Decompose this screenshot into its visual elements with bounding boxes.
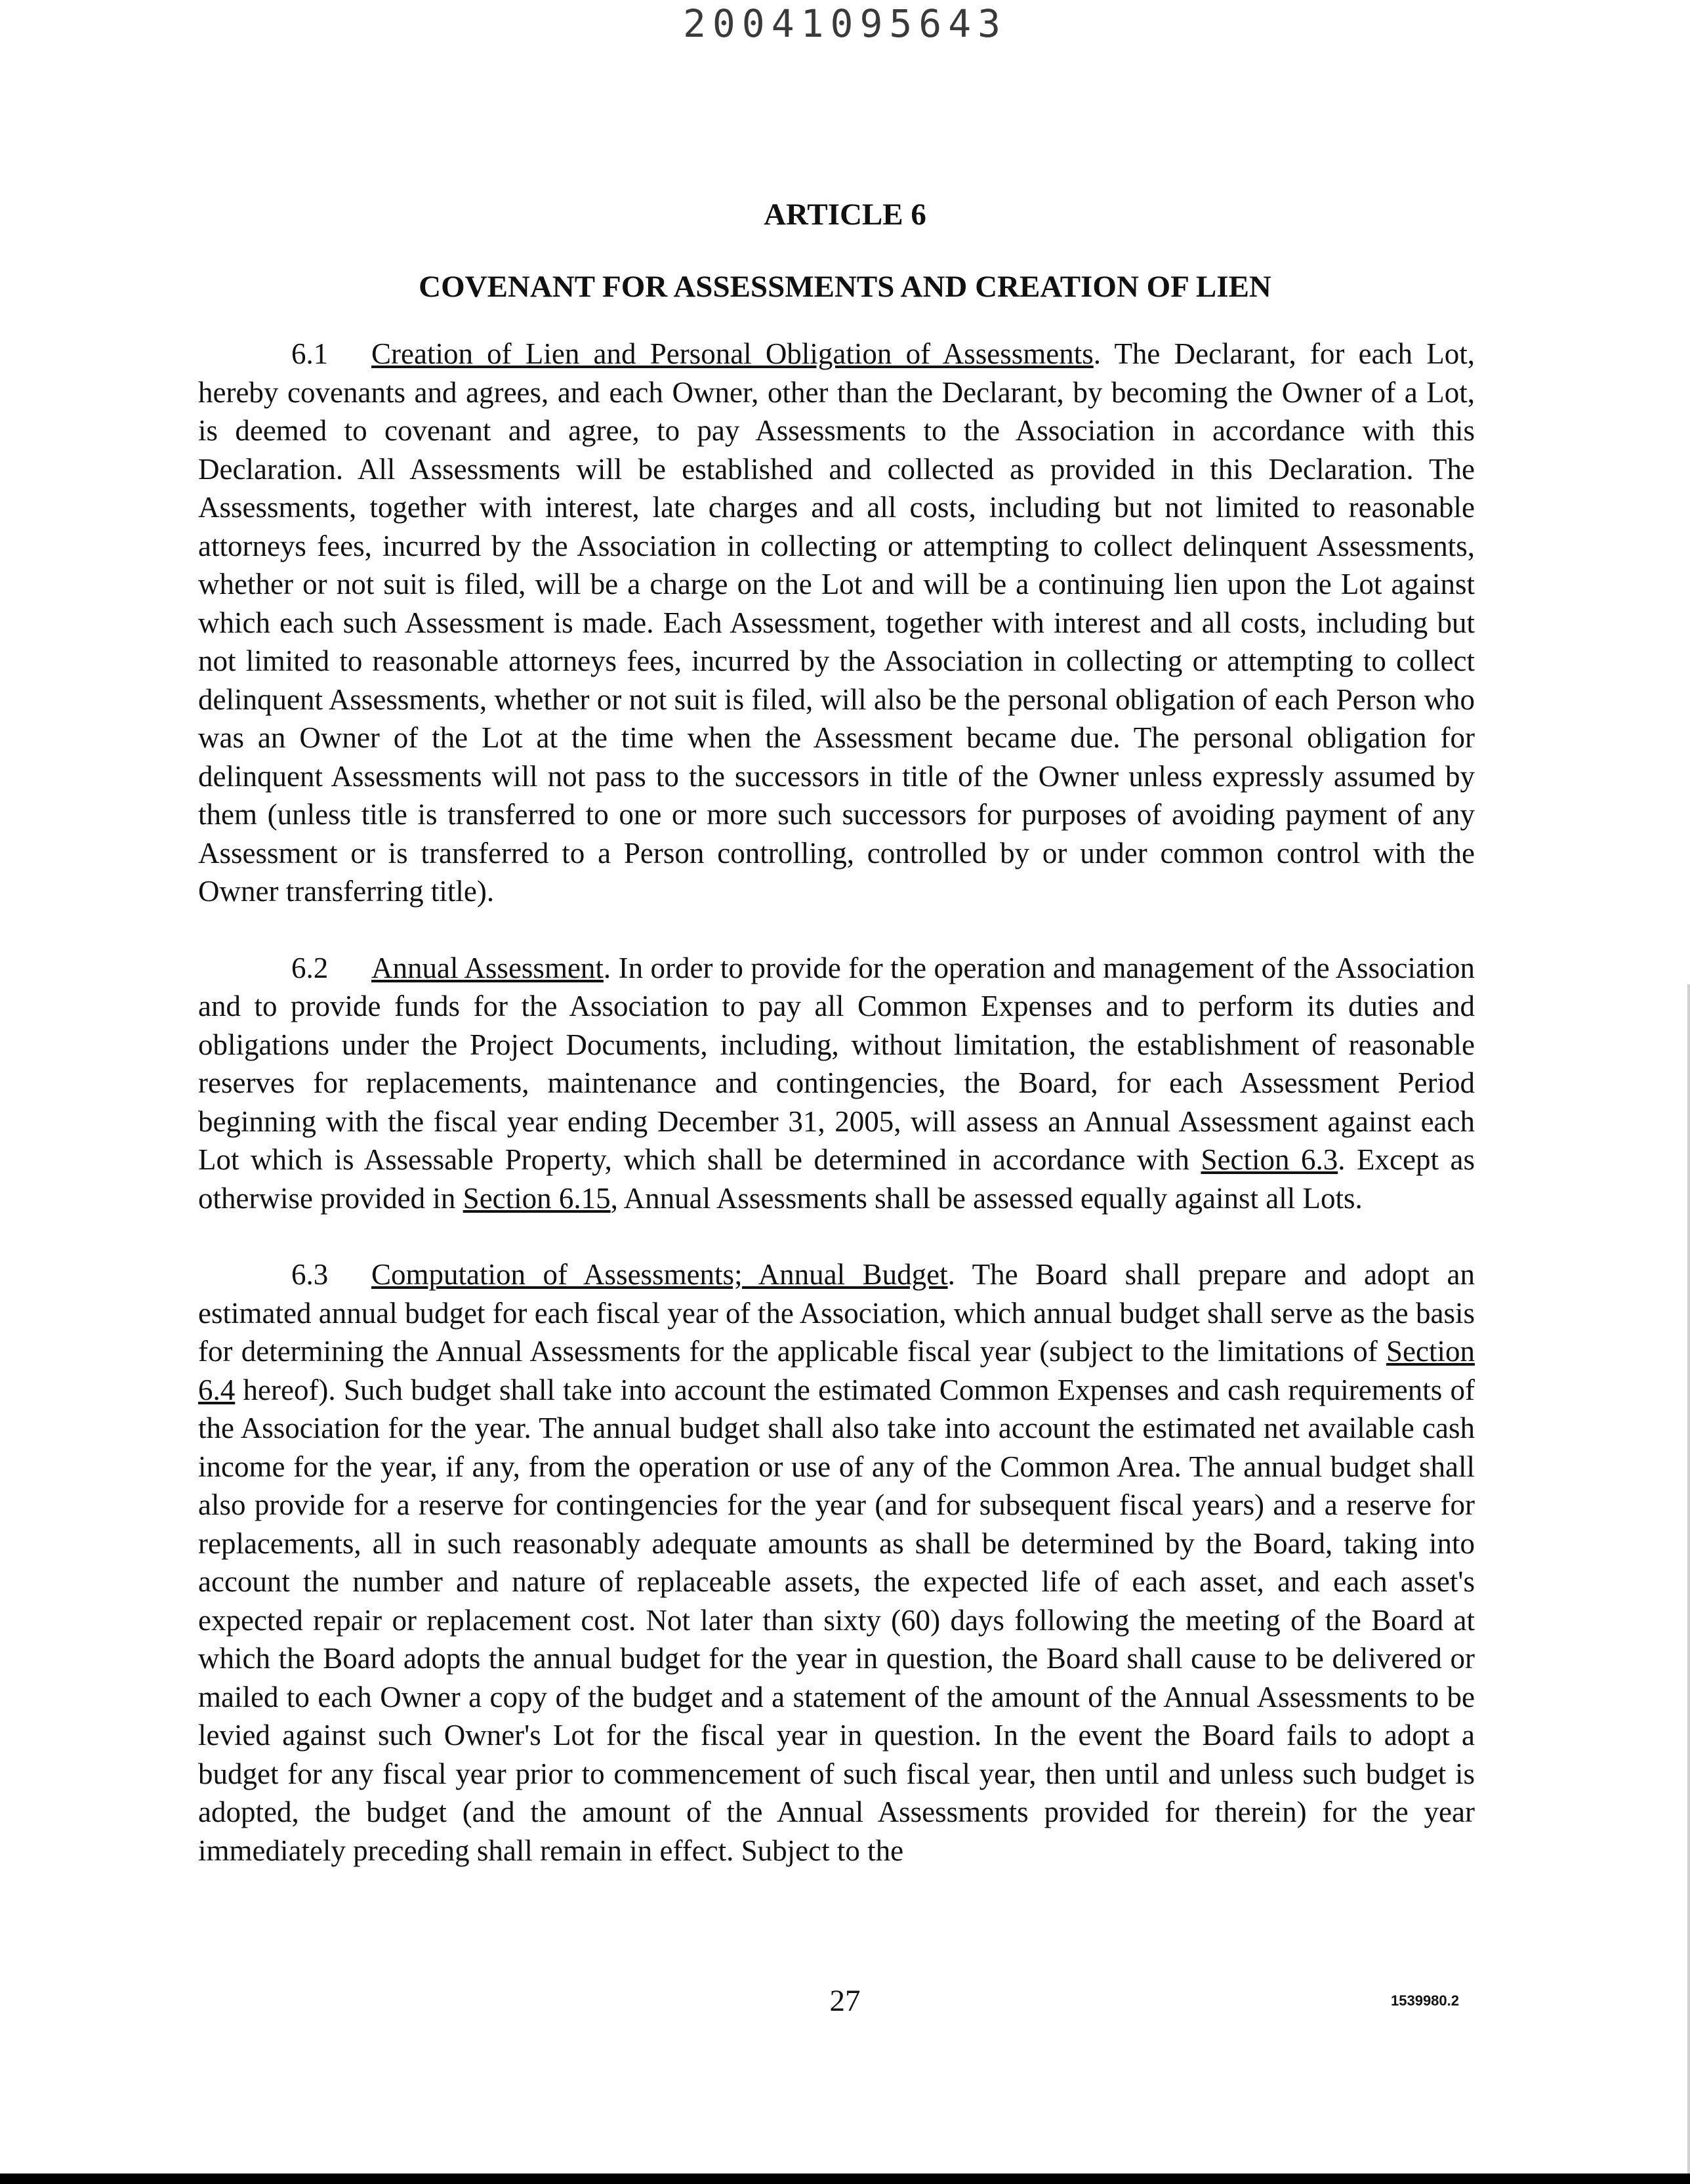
section-reference-link: Section 6.15 — [463, 1181, 611, 1215]
section-heading: Creation of Lien and Personal Obligation of Assessments — [371, 337, 1094, 370]
section-number: 6.3 — [291, 1258, 329, 1291]
section-text: hereof). Such budget shall take into account the estimated Common Expenses and cash requirements of the Association for the year. The annual budget shall also take into account the estimated net available cash income for the year, if any, from the operation or use of any of the Common Area. The annual budget shall also provide for a reserve for contingencies for the year (and for subsequent fiscal years) and a reserve for replacements, all in such reasonably adequate amounts as shall be determined by the Board, taking into account the number and nature of replaceable assets, the expected life of each asset, and each asset's expected repair or replacement cost. Not later than sixty (60) days following the meeting of the Board at which the Board adopts the annual budget for the year in question, the Board shall cause to be delivered or mailed to each Owner a copy of the budget and a statement of the amount of the Annual Assessments to be levied against such Owner's Lot for the fiscal year in question. In the event the Board fails to adopt a budget for any fiscal year prior to commencement of such fiscal year, then until and unless such budget is adopted, the budget (and the amount of the Annual Assessments provided for therein) for the year immediately preceding shall remain in effect. Subject to the — [198, 1373, 1475, 1867]
section-text: . The Board shall prepare and adopt an estimated annual budget for each fiscal year of the Association, which annual budget shall serve as the basis for determining the Annual Assessments for the applicable fiscal year (subject to the limitations of — [198, 1258, 1475, 1368]
article-title: COVENANT FOR ASSESSMENTS AND CREATION OF LIEN — [419, 270, 1271, 304]
section-number: 6.1 — [291, 337, 329, 370]
article-heading: ARTICLE 6 — [764, 198, 926, 232]
page-number: 27 — [829, 1984, 861, 2018]
section-heading: Computation of Assessments; Annual Budget — [371, 1258, 948, 1291]
document-id: 1539980.2 — [1391, 1992, 1459, 2009]
section-reference-link: Section 6.4 — [198, 1335, 1475, 1406]
section-6-3 — [198, 1255, 1475, 1870]
section-text: . The Declarant, for each Lot, hereby covenants and agrees, and each Owner, other than the Declarant, by becoming the Owner of a Lot, is deemed to covenant and agree, to pay Assessments to the Association in accordance with this Declaration. All Assessments will be established and collected as provided in this Declaration. The Assessments, together with interest, late charges and all costs, including but not limited to reasonable attorneys fees, incurred by the Association in collecting or attempting to collect delinquent Assessments, whether or not suit is filed, will be a charge on the Lot and will be a continuing lien upon the Lot against which each such Assessment is made. Each Assessment, together with interest and all costs, including but not limited to reasonable attorneys fees, incurred by the Association in collecting or attempting to collect delinquent Assessments, whether or not suit is filed, will also be the personal obligation of each Person who was an Owner of the Lot at the time when the Assessment became due. The personal obligation for delinquent Assessments will not pass to the successors in title of the Owner unless expressly assumed by them (unless title is transferred to one or more such successors for purposes of avoiding payment of any Assessment or is transferred to a Person controlling, controlled by or under common control with the Owner transferring title). — [198, 337, 1475, 908]
section-reference-link: Section 6.3 — [1201, 1143, 1338, 1176]
scan-edge-bottom — [0, 2174, 1690, 2184]
section-heading: Annual Assessment — [371, 951, 604, 984]
section-text: . Except as otherwise provided in — [198, 1143, 1475, 1215]
recording-number: 20041095643 — [682, 1, 1008, 46]
section-text: . In order to provide for the operation and management of the Association and to provide funds for the Association to pay all Common Expenses and to perform its duties and obligations under the Project Documents, including, without limitation, the establishment of reasonable reserves for replacements, maintenance and contingencies, the Board, for each Assessment Period beginning with the fiscal year ending December 31, 2005, will assess an Annual Assessment against each Lot which is Assessable Property, which shall be determined in accordance with — [198, 951, 1475, 1176]
section-number: 6.2 — [291, 951, 329, 984]
section-6-2 — [198, 949, 1475, 1218]
section-6-1 — [198, 335, 1475, 911]
section-text: , Annual Assessments shall be assessed equally against all Lots. — [610, 1181, 1363, 1215]
document-body — [198, 335, 1475, 1908]
scan-edge-right — [1687, 984, 1690, 2184]
